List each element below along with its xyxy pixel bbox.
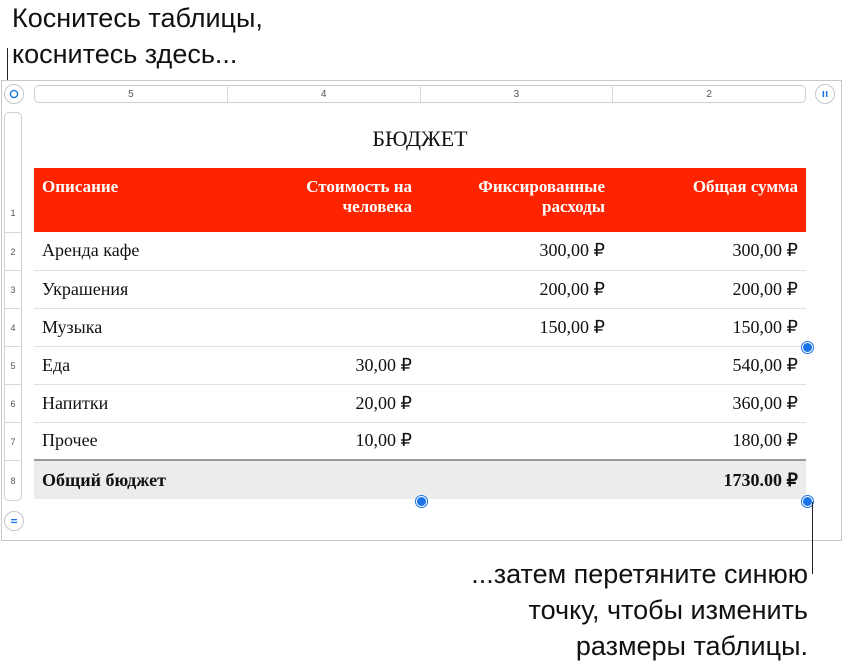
leader-line-bottom [812, 502, 813, 574]
header-row [34, 168, 806, 232]
callout-top-line2: коснитесь здесь... [12, 39, 238, 69]
table-row [34, 384, 806, 422]
table-cell[interactable]: 180,00 ₽ [613, 422, 806, 460]
table-cell[interactable] [420, 460, 613, 499]
table-row [34, 422, 806, 460]
table-cell[interactable]: Аренда кафе [34, 232, 227, 270]
callout-bottom-line3: размеры таблицы. [575, 631, 808, 661]
header-cell-cost-per-person[interactable]: Стоимость на человека [227, 168, 420, 232]
resize-columns-handle[interactable] [802, 342, 813, 353]
table-cell[interactable]: 10,00 ₽ [227, 422, 420, 460]
table-row [34, 308, 806, 346]
pause-bars-icon [820, 89, 830, 99]
header-cell-description[interactable]: Описание [34, 168, 227, 232]
table-cell[interactable] [227, 232, 420, 270]
table-cell[interactable]: 300,00 ₽ [613, 232, 806, 270]
table-cell[interactable]: Украшения [34, 270, 227, 308]
header-cell-fixed-costs[interactable]: Фиксированные расходы [420, 168, 613, 232]
row-header-6[interactable]: 6 [5, 385, 21, 423]
table-cell[interactable]: 150,00 ₽ [613, 308, 806, 346]
header-cell-total[interactable]: Общая сумма [613, 168, 806, 232]
budget-table[interactable] [34, 168, 806, 499]
instruction-callout-bottom [368, 556, 808, 664]
row-header-3[interactable]: 3 [5, 271, 21, 309]
table-cell[interactable] [227, 270, 420, 308]
table-cell[interactable]: 300,00 ₽ [420, 232, 613, 270]
table-cell[interactable]: 200,00 ₽ [420, 270, 613, 308]
callout-top-line1: Коснитесь таблицы, [12, 3, 263, 33]
table-cell[interactable]: 150,00 ₽ [420, 308, 613, 346]
select-table-button[interactable] [4, 84, 24, 104]
table-cell[interactable]: Музыка [34, 308, 227, 346]
table-cell[interactable] [227, 308, 420, 346]
total-value-cell[interactable]: 1730.00 ₽ [613, 460, 806, 499]
table-cell[interactable]: Еда [34, 346, 227, 384]
add-row-button[interactable] [4, 511, 24, 531]
row-header-5[interactable]: 5 [5, 347, 21, 385]
row-header-4[interactable]: 4 [5, 309, 21, 347]
table-row [34, 270, 806, 308]
leader-line-top [7, 48, 8, 84]
column-header-b[interactable]: 4 [228, 86, 421, 102]
table-cell[interactable] [420, 422, 613, 460]
table-cell[interactable]: 360,00 ₽ [613, 384, 806, 422]
equals-icon [9, 516, 19, 526]
row-header-1[interactable]: 1 [5, 113, 21, 233]
total-row [34, 460, 806, 499]
table-row [34, 346, 806, 384]
column-header-a[interactable]: 5 [35, 86, 228, 102]
table-cell[interactable] [420, 384, 613, 422]
freeze-columns-button[interactable] [815, 84, 835, 104]
callout-bottom-line2: точку, чтобы изменить [528, 595, 808, 625]
column-header-c[interactable]: 3 [421, 86, 614, 102]
table-row [34, 232, 806, 270]
instruction-callout-top [12, 0, 352, 72]
table-cell[interactable]: 20,00 ₽ [227, 384, 420, 422]
circle-select-icon [9, 89, 19, 99]
row-header-2[interactable]: 2 [5, 233, 21, 271]
table-title[interactable]: БЮДЖЕТ [372, 126, 468, 151]
row-header-8[interactable]: 8 [10, 475, 16, 486]
table-cell[interactable]: 540,00 ₽ [613, 346, 806, 384]
total-label-cell[interactable]: Общий бюджет [34, 460, 227, 499]
table-cell[interactable]: 30,00 ₽ [227, 346, 420, 384]
resize-rows-handle[interactable] [416, 496, 427, 507]
column-header-d[interactable]: 2 [706, 88, 712, 100]
callout-bottom-line1: ...затем перетяните синюю [471, 559, 808, 589]
table-cell[interactable]: Напитки [34, 384, 227, 422]
table-cell[interactable] [227, 460, 420, 499]
table-cell[interactable] [420, 346, 613, 384]
table-cell[interactable]: Прочее [34, 422, 227, 460]
row-ruler [4, 112, 22, 501]
row-header-7[interactable]: 7 [5, 423, 21, 461]
table-cell[interactable]: 200,00 ₽ [613, 270, 806, 308]
column-ruler [34, 85, 806, 103]
